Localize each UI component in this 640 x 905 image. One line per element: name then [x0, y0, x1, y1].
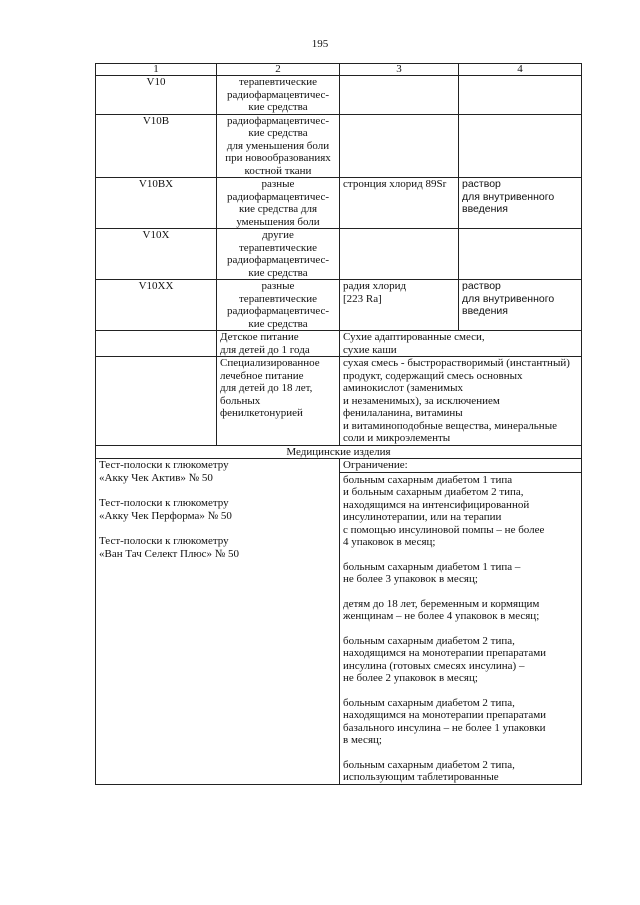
nutrition-description [340, 357, 582, 446]
restriction-line: базального инсулина – не более 1 упаковки [343, 721, 546, 734]
substance-name-line: радия хлорид [343, 280, 407, 292]
atc-group-name-line: терапевтические [239, 76, 317, 88]
device-name-line: «Ван Тач Селект Плюс» № 50 [99, 547, 240, 560]
atc-group-name-line: разные [261, 178, 295, 190]
restriction-line: больным сахарным диабетом 2 типа, [343, 696, 515, 709]
nutrition-name-line: фенилкетонурией [220, 407, 303, 419]
nutrition-description-line: и витаминоподобные вещества, минеральные [343, 419, 557, 432]
restriction-line: находящимся на интенсифицированной [343, 498, 530, 511]
restriction-item [343, 598, 578, 623]
col-header-4: 4 [459, 64, 582, 76]
restriction-line: больным сахарным диабетом 1 типа [343, 473, 513, 486]
drug-list-table [95, 63, 582, 785]
dosage-form-line: раствор [462, 178, 501, 190]
restrictions [340, 459, 582, 785]
device-item [99, 535, 336, 560]
substance-name [340, 76, 459, 115]
nutrition-name [217, 331, 340, 357]
col-header-2: 2 [217, 64, 340, 76]
dosage-form [459, 280, 582, 331]
atc-row [96, 280, 582, 331]
nutrition-row [96, 357, 582, 446]
dosage-form-line: введения [462, 203, 508, 215]
restriction-line: инсулинотерапии, или на терапии [343, 511, 502, 523]
atc-row [96, 114, 582, 178]
atc-group-name-line: терапевтические [239, 241, 317, 254]
restriction-line: не более 2 упаковок в месяц; [343, 672, 478, 684]
nutrition-name-line: Специализированное [220, 357, 320, 369]
atc-group-name-line: разные [261, 280, 295, 292]
atc-group-name-line: кие средства [248, 266, 308, 279]
nutrition-row [96, 331, 582, 357]
atc-group-name-line: другие [262, 229, 294, 241]
restriction-line: не более 3 упаковок в месяц; [343, 573, 478, 585]
device-name-line: «Акку Чек Перформа» № 50 [99, 509, 232, 522]
nutrition-description-line: Сухие адаптированные смеси, [343, 331, 485, 343]
device-item [99, 497, 336, 522]
nutrition-description-line: сухая смесь - быстрорастворимый (инстантный) [343, 357, 570, 369]
dosage-form-line: для внутривенного [462, 292, 555, 305]
atc-group-name-line: кие средства [248, 101, 308, 113]
atc-group-name-line: при новообразованиях [225, 152, 331, 164]
substance-name [340, 280, 459, 331]
device-name-line: «Акку Чек Актив» № 50 [99, 471, 213, 484]
nutrition-name [217, 357, 340, 446]
nutrition-description-line: и незаменимых), за исключением [343, 394, 500, 407]
atc-group-name-line: радиофармацевтичес- [226, 114, 330, 127]
dosage-form-line: введения [462, 305, 508, 317]
restriction-line: инсулина (готовых смесях инсулина) – [343, 659, 525, 672]
restriction-line: детям до 18 лет, беременным и кормящим [343, 597, 540, 610]
col-header-3: 3 [340, 64, 459, 76]
substance-name-line: стронция хлорид 89Sr [343, 178, 447, 190]
dosage-form [459, 114, 582, 178]
section-row [96, 445, 582, 459]
nutrition-description-line: продукт, содержащий смесь основных [343, 369, 523, 382]
nutrition-name-line: больных [220, 394, 261, 407]
col-header-1: 1 [96, 64, 217, 76]
dosage-form [459, 76, 582, 115]
restriction-line: находящимся на монотерапии препаратами [343, 647, 547, 659]
atc-group-name [217, 280, 340, 331]
device-item [99, 459, 336, 484]
atc-row [96, 178, 582, 229]
empty-code-cell [96, 357, 217, 446]
atc-group-name [217, 76, 340, 115]
atc-group-name [217, 114, 340, 178]
restriction-line: и больным сахарным диабетом 2 типа, [343, 486, 524, 498]
restriction-line: использующим таблетированные [343, 771, 499, 783]
atc-row [96, 76, 582, 115]
nutrition-name-line: Детское питание [220, 331, 299, 343]
atc-group-name-line: радиофармацевтичес- [226, 254, 330, 266]
restriction-item [343, 759, 578, 784]
restriction-item [343, 697, 578, 747]
atc-group-name-line: кие средства [248, 127, 308, 139]
substance-name [340, 178, 459, 229]
nutrition-name-line: для детей до 1 года [220, 343, 310, 356]
atc-group-name-line: кие средства для [238, 203, 318, 215]
dosage-form [459, 178, 582, 229]
device-name-line: Тест-полоски к глюкометру [99, 459, 229, 471]
atc-group-name-line: радиофармацевтичес- [226, 190, 330, 203]
nutrition-description-line: фенилаланина, витамины [343, 407, 463, 419]
restriction-line: с помощью инсулиновой помпы – не более [343, 523, 545, 536]
atc-group-name [217, 178, 340, 229]
restriction-title: Ограничение: [340, 459, 581, 473]
atc-code: V10X [96, 229, 217, 280]
atc-code: V10B [96, 114, 217, 178]
section-title-medical-devices: Медицинские изделия [96, 445, 582, 459]
atc-code: V10 [96, 76, 217, 115]
atc-group-name-line: уменьшения боли [236, 215, 320, 228]
dosage-form [459, 229, 582, 280]
restriction-line: больным сахарным диабетом 1 типа – [343, 560, 521, 573]
atc-group-name-line: костной ткани [244, 164, 312, 177]
restriction-line: находящимся на монотерапии препаратами [343, 709, 547, 721]
atc-group-name-line: радиофармацевтичес- [226, 305, 330, 317]
medical-devices-row [96, 459, 582, 785]
atc-code: V10XX [96, 280, 217, 331]
dosage-form-line: для внутривенного [462, 190, 555, 203]
atc-group-name-line: терапевтические [239, 292, 317, 305]
restriction-item [343, 561, 578, 586]
atc-group-name-line: радиофармацевтичес- [226, 88, 330, 101]
empty-code-cell [96, 331, 217, 357]
atc-code: V10BX [96, 178, 217, 229]
nutrition-name-line: лечебное питание [220, 369, 304, 382]
substance-name-line: [223 Ra] [343, 292, 382, 305]
restriction-line: 4 упаковок в месяц; [343, 536, 436, 548]
device-name-line: Тест-полоски к глюкометру [99, 535, 229, 547]
dosage-form-line: раствор [462, 280, 501, 292]
atc-group-name [217, 229, 340, 280]
header-row [96, 64, 582, 76]
restriction-item [343, 635, 578, 685]
substance-name [340, 114, 459, 178]
substance-name [340, 229, 459, 280]
nutrition-name-line: для детей до 18 лет, [220, 382, 313, 394]
restriction-item [343, 474, 578, 549]
nutrition-description [340, 331, 582, 357]
restriction-line: в месяц; [343, 734, 382, 746]
nutrition-description-line: сухие каши [343, 343, 397, 356]
atc-group-name-line: для уменьшения боли [226, 139, 330, 152]
restriction-line: женщинам – не более 4 упаковок в месяц; [343, 610, 540, 622]
nutrition-description-line: соли и микроэлементы [343, 432, 451, 444]
nutrition-description-line: аминокислот (заменимых [343, 382, 463, 394]
device-list [96, 459, 340, 785]
restriction-line: больным сахарным диабетом 2 типа, [343, 758, 515, 771]
page-number: 195 [311, 38, 329, 50]
atc-row [96, 229, 582, 280]
device-name-line: Тест-полоски к глюкометру [99, 497, 229, 509]
atc-group-name-line: кие средства [248, 317, 308, 330]
restriction-line: больным сахарным диабетом 2 типа, [343, 634, 515, 647]
